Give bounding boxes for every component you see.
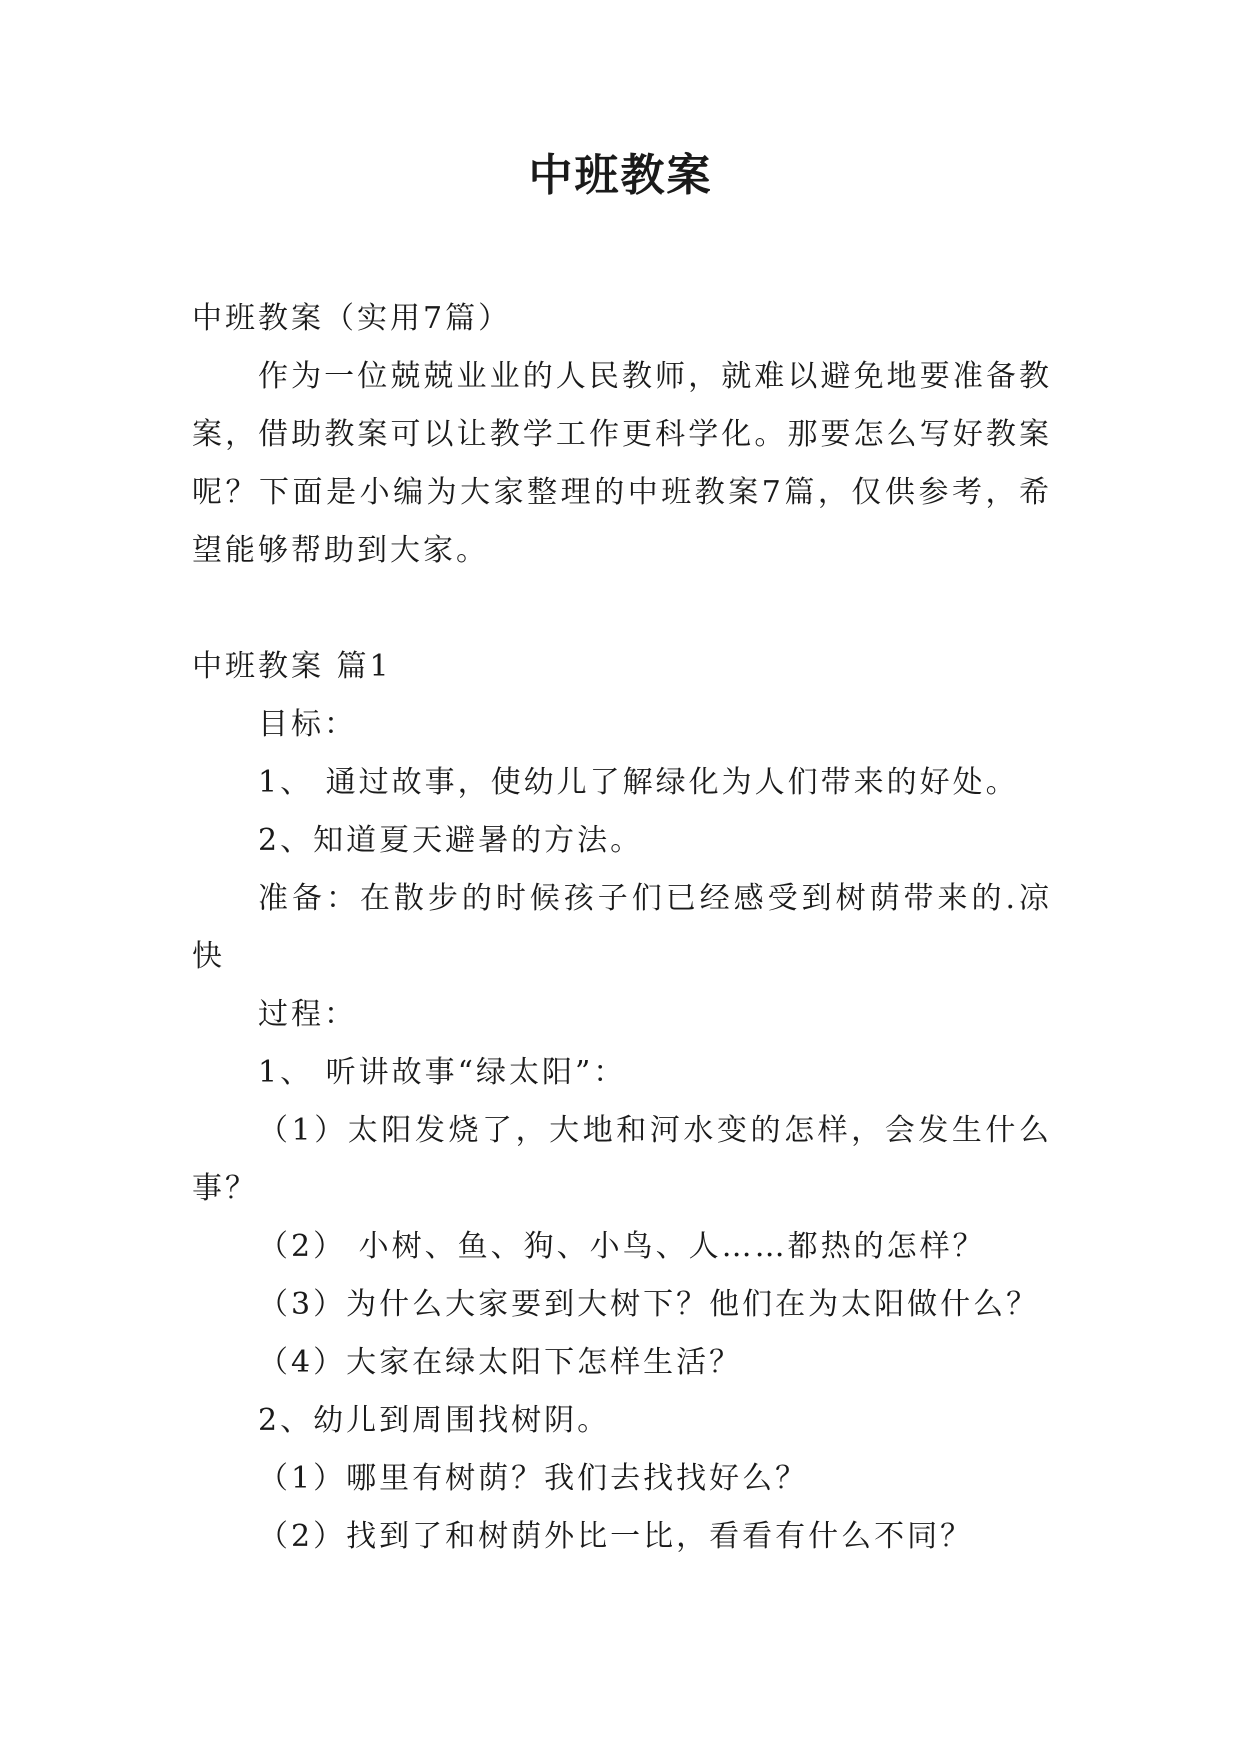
process-step-1: 1、 听讲故事“绿太阳”：	[258, 1055, 627, 1090]
document-title: 中班教案	[528, 150, 713, 201]
question-item-2: （2） 小树、鱼、狗、小鸟、人……都热的怎样？	[258, 1229, 986, 1264]
question-item-1: （1）太阳发烧了，大地和河水变的怎样，会发生什么事？	[192, 1113, 1052, 1206]
document-body	[192, 290, 1052, 1566]
process-label: 过程：	[258, 997, 357, 1032]
process-step-2: 2、幼儿到周围找树阴。	[258, 1403, 611, 1438]
goal-item-2: 2、知道夏天避暑的方法。	[258, 823, 644, 858]
section-heading: 中班教案 篇1	[192, 649, 392, 684]
goal-label: 目标：	[258, 707, 357, 742]
spacer	[192, 580, 1052, 638]
question-item-4: （4）大家在绿太阳下怎样生活？	[258, 1345, 743, 1380]
goal-item-1: 1、 通过故事，使幼儿了解绿化为人们带来的好处。	[258, 765, 1019, 800]
document-subtitle: 中班教案（实用7篇）	[192, 301, 512, 336]
question-item-3: （3）为什么大家要到大树下？他们在为太阳做什么？	[258, 1287, 1040, 1322]
preparation-paragraph: 准备：在散步的时候孩子们已经感受到树荫带来的.凉快	[192, 881, 1052, 974]
intro-paragraph: 作为一位兢兢业业的人民教师，就难以避免地要准备教案，借助教案可以让教学工作更科学化。那要怎么写好教案呢？下面是小编为大家整理的中班教案7篇，仅供参考，希望能够帮助到大家。	[192, 359, 1052, 568]
question-item-5: （1）哪里有树荫？我们去找找好么？	[258, 1461, 809, 1496]
question-item-6: （2）找到了和树荫外比一比，看看有什么不同？	[258, 1519, 974, 1554]
